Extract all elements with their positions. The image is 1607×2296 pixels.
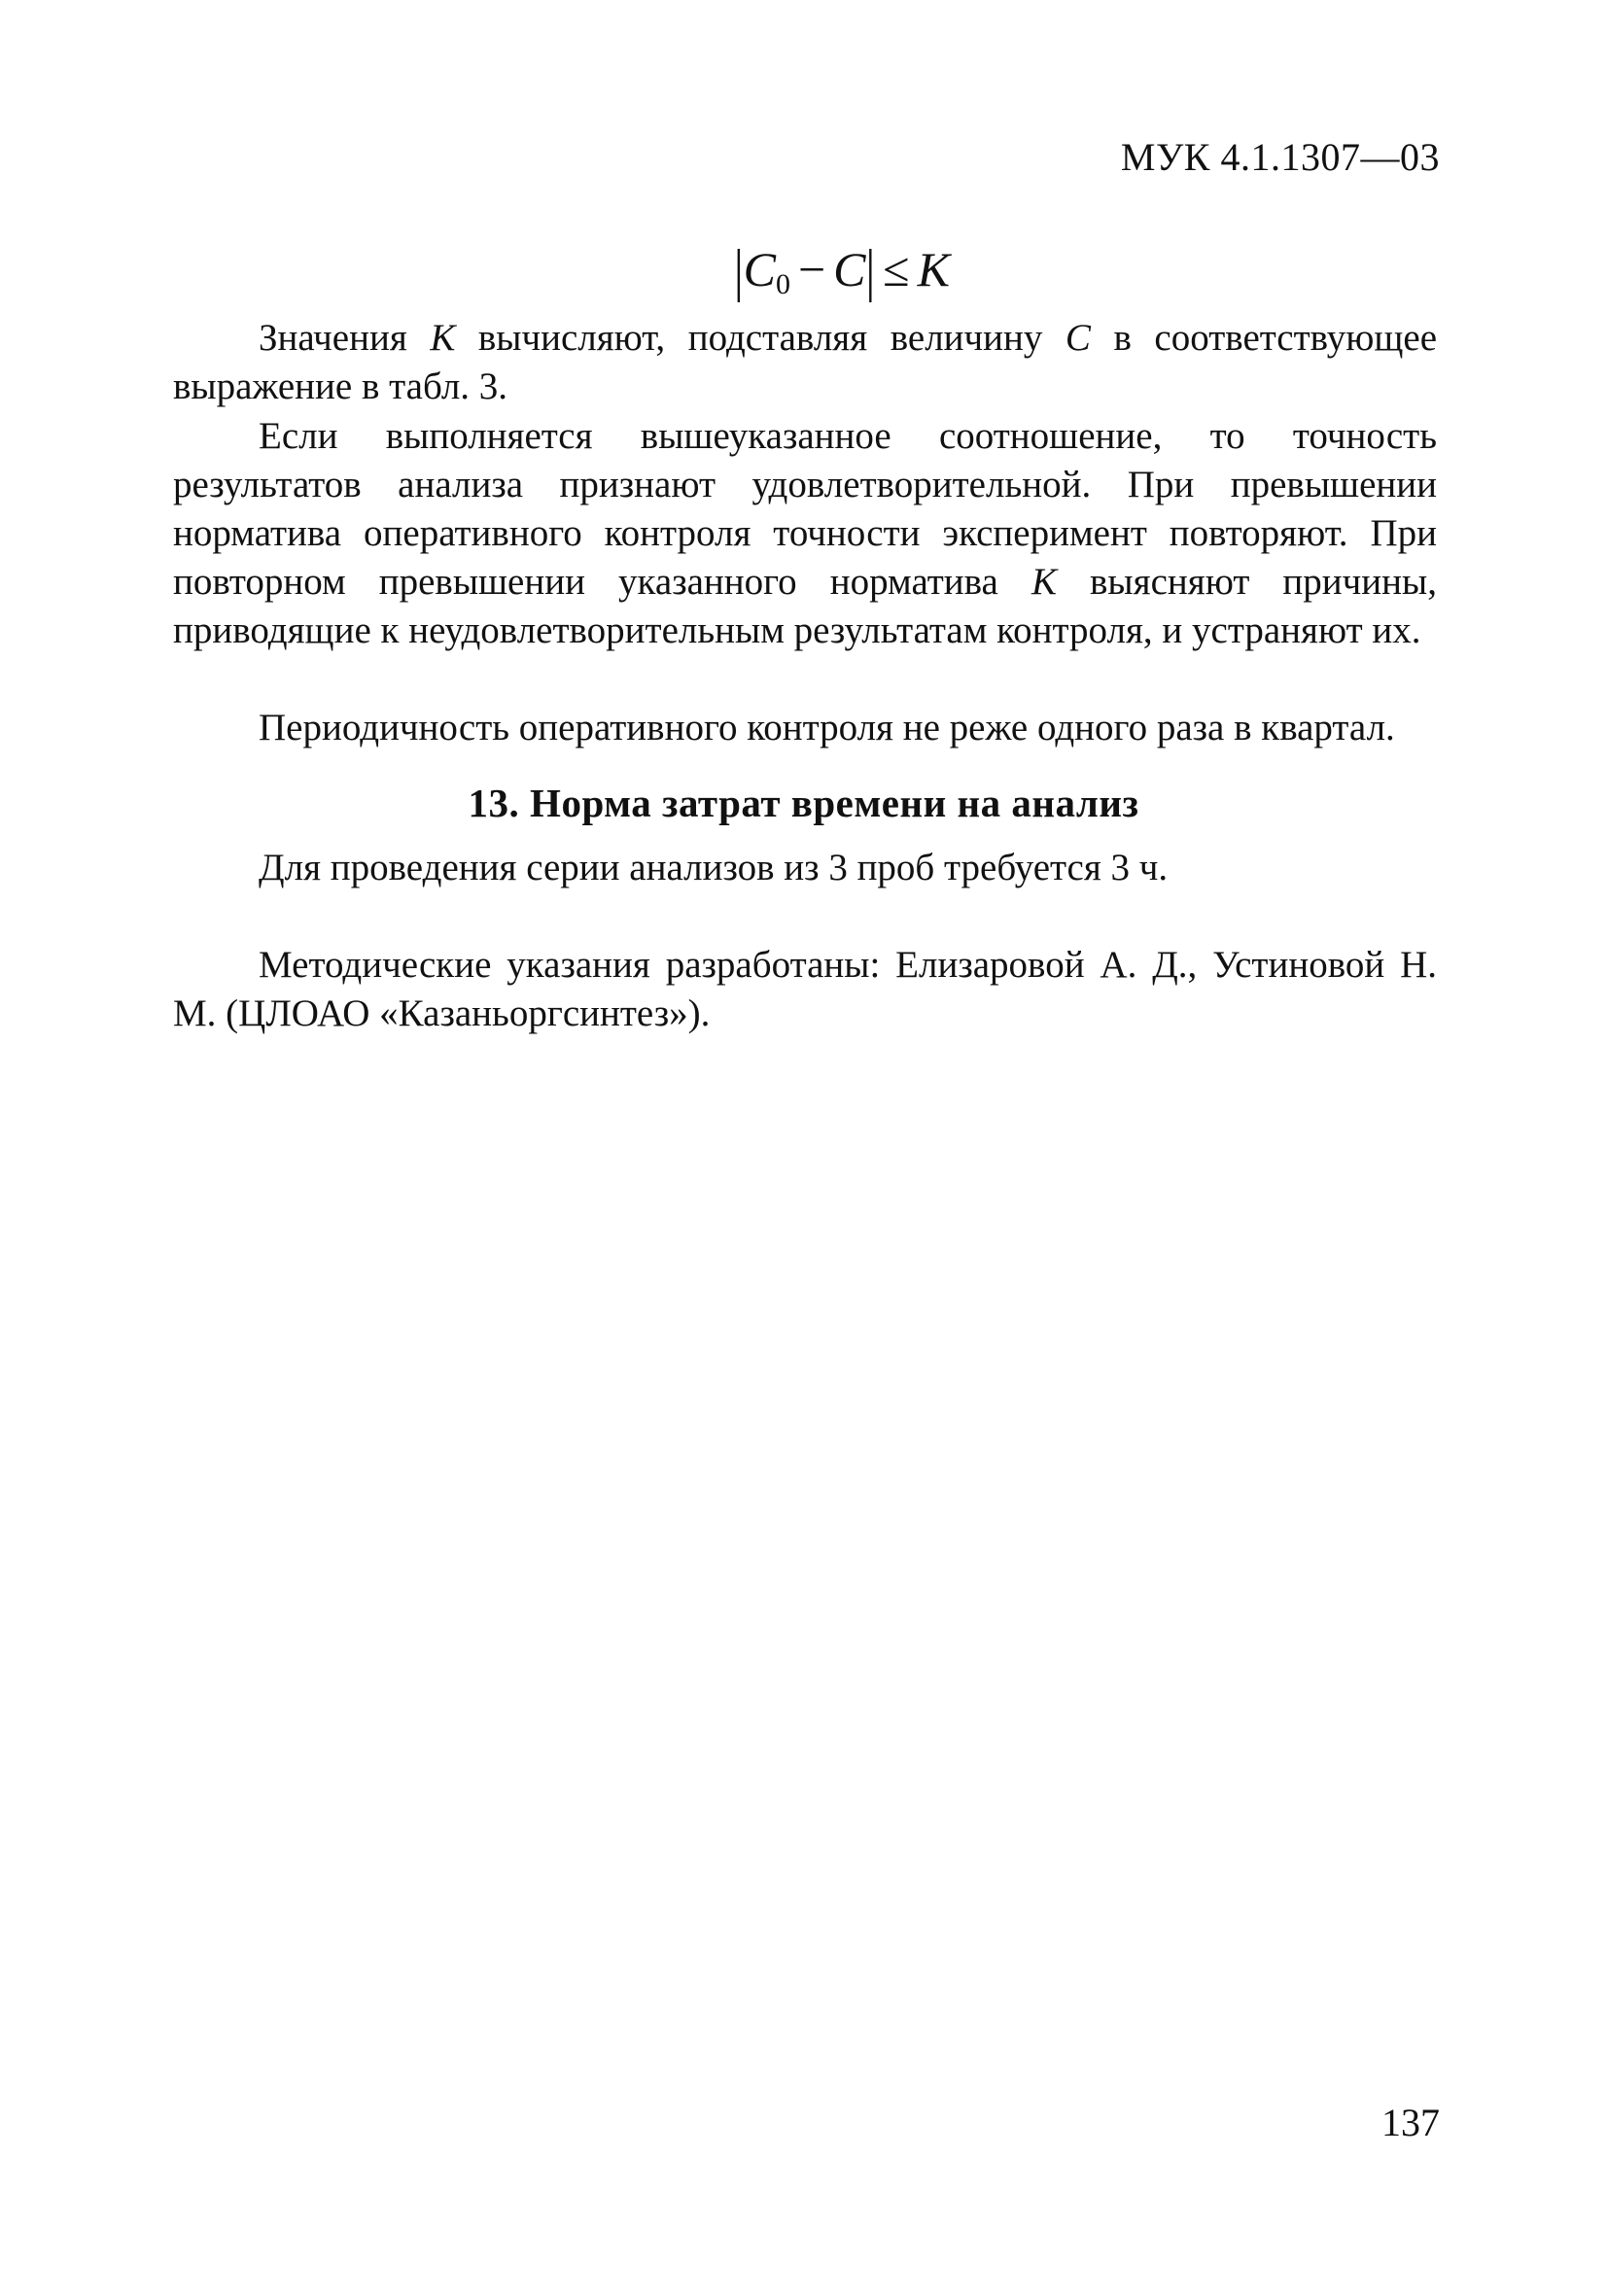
p1-text-a: Значения: [259, 317, 431, 359]
p2-text-b: выясняют причины, приводящие к неудовлетворительным результатам контроля, и устраняют их.: [173, 561, 1437, 651]
formula-k: K: [917, 242, 950, 296]
p2-text-a: Если выполняется вышеуказанное соотношение, то точность результатов анализа признают удовлетворительной. При превышении норматива оперативного контроля точности эксперимент повторяют. При повторном превышении указанного норматива: [173, 415, 1437, 603]
document-code-header: МУК 4.1.1307—03: [1120, 135, 1440, 179]
formula-c: C: [833, 242, 866, 296]
p1-text-c: в соответствующее выражение в табл. 3.: [173, 317, 1438, 407]
formula-c0-subscript: 0: [775, 268, 790, 300]
formula-c0: C: [743, 242, 776, 296]
paragraph-authors: [173, 941, 1437, 1038]
formula-leq: ≤: [883, 242, 910, 296]
paragraph-time-norm: [173, 844, 1437, 892]
formula-minus: −: [797, 242, 826, 296]
paragraph-k-calculation: [173, 314, 1437, 411]
p1-text-b: вычисляют, подставляя величину: [455, 317, 1066, 359]
abs-bar-right: |: [865, 238, 876, 303]
abs-bar-left: |: [734, 238, 744, 303]
p1-symbol-k: K: [430, 317, 456, 359]
p4-text: Для проведения серии анализов из 3 проб требуется 3 ч.: [259, 847, 1169, 888]
p2-symbol-k: K: [1031, 561, 1057, 603]
accuracy-formula: [734, 238, 950, 303]
paragraph-control-frequency: [173, 704, 1437, 752]
p3-text: Периодичность оперативного контроля не реже одного раза в квартал.: [259, 707, 1395, 748]
paragraph-accuracy-check: [173, 412, 1437, 655]
p5-text: Методические указания разработаны: Елизаровой А. Д., Устиновой Н. М. (ЦЛОАО «Казаньоргсинтез»).: [173, 944, 1437, 1034]
page-number: 137: [1381, 2101, 1440, 2144]
section-heading: 13. Норма затрат времени на анализ: [468, 781, 1139, 825]
p1-symbol-c: C: [1065, 317, 1091, 359]
